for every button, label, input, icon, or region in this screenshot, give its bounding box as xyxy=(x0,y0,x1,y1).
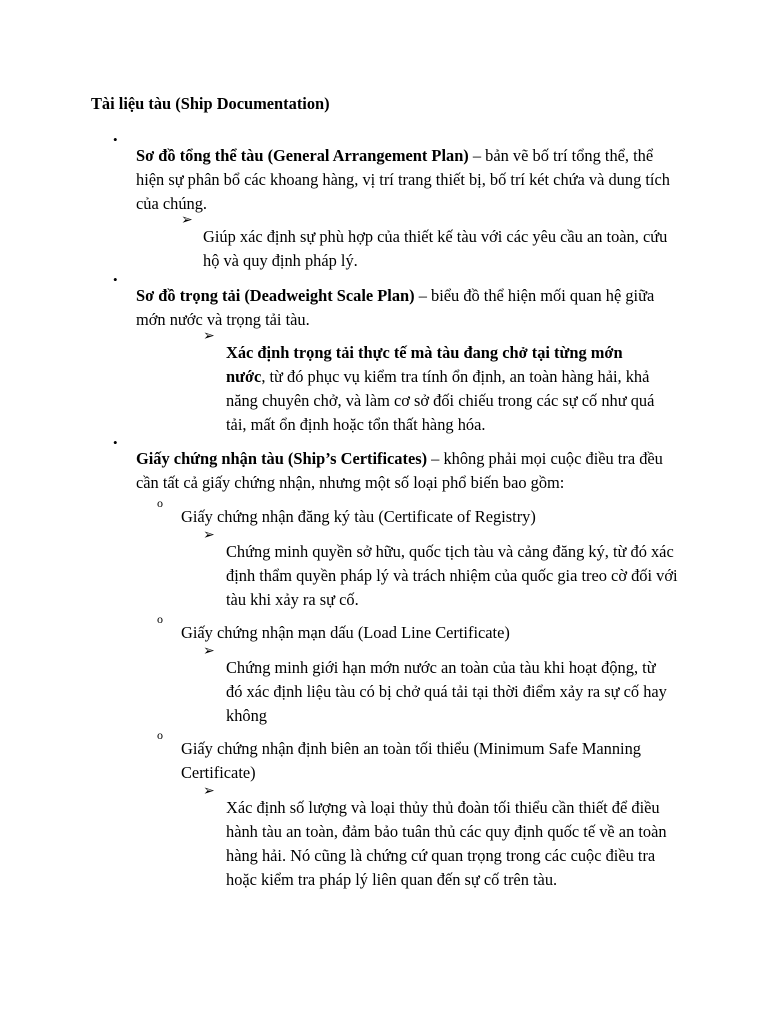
arrow-marker: ➢ xyxy=(203,784,215,799)
certificate-detail: Chứng minh quyền sở hữu, quốc tịch tàu và cảng đăng ký, từ đó xác định thẩm quyền pháp lý và trách nhiệm của quốc gia treo cờ đối với tàu khi xảy ra sự cố. xyxy=(226,542,678,610)
circle-marker: o xyxy=(157,612,163,626)
item-heading: Giấy chứng nhận tàu (Ship’s Certificates) xyxy=(136,449,428,469)
item-description: – không phải mọi cuộc điều tra đều cần tất cả giấy chứng nhận, nhưng một số loại phổ biến bao gồm: xyxy=(136,449,663,493)
arrow-marker: ➢ xyxy=(203,644,215,659)
certificate-safe-manning: Giấy chứng nhận định biên an toàn tối thiểu (Minimum Safe Manning Certificate) xyxy=(181,739,642,783)
sub-item-text: Giúp xác định sự phù hợp của thiết kế tàu với các yêu cầu an toàn, cứu hộ và quy định pháp lý. xyxy=(203,227,668,271)
sub-item-text xyxy=(226,341,666,437)
item-description: – biểu đồ thể hiện mối quan hệ giữa mớn nước và trọng tải tàu. xyxy=(136,286,655,330)
certificate-detail: Xác định số lượng và loại thủy thủ đoàn tối thiểu cần thiết để điều hành tàu an toàn, đảm bảo tuân thủ các quy định quốc tế về an toàn hàng hải. Nó cũng là chứng cứ quan trọng trong các cuộc điều tra hoặc kiểm tra pháp lý liên quan đến sự cố trên tàu. xyxy=(226,798,667,890)
item-heading: Sơ đồ tổng thể tàu (General Arrangement Plan) xyxy=(136,146,469,166)
certificate-load-line: Giấy chứng nhận mạn dấu (Load Line Certificate) xyxy=(181,623,510,643)
item-description: – bản vẽ bố trí tổng thể, thể hiện sự phân bổ các khoang hàng, vị trí trang thiết bị, bố trí két chứa và dung tích của chúng. xyxy=(136,146,670,214)
sub-item-description: , từ đó phục vụ kiểm tra tính ổn định, an toàn hàng hải, khả năng chuyên chở, và làm cơ sở đối chiếu trong các sự cố như quá tải, mất ổn định hoặc tổn thất hàng hóa. xyxy=(226,367,655,435)
circle-marker: o xyxy=(157,496,163,510)
sub-item-heading: Xác định trọng tải thực tế mà tàu đang chở tại từng mớn nước xyxy=(226,343,623,387)
arrow-marker: ➢ xyxy=(181,213,193,228)
bullet-marker: • xyxy=(113,435,118,450)
bullet-marker: • xyxy=(113,132,118,147)
certificate-detail: Chứng minh giới hạn mớn nước an toàn của tàu khi hoạt động, từ đó xác định liệu tàu có bị chở quá tải tại thời điểm xảy ra sự cố hay không xyxy=(226,658,667,726)
list-item-deadweight-scale xyxy=(136,284,676,332)
certificate-registry: Giấy chứng nhận đăng ký tàu (Certificate of Registry) xyxy=(181,507,536,527)
document-title: Tài liệu tàu (Ship Documentation) xyxy=(91,94,330,113)
arrow-marker: ➢ xyxy=(203,528,215,543)
arrow-marker: ➢ xyxy=(203,329,215,344)
list-item-ship-certificates xyxy=(136,447,676,495)
bullet-marker: • xyxy=(113,272,118,287)
list-item-general-arrangement xyxy=(136,144,676,216)
circle-marker: o xyxy=(157,728,163,742)
item-heading: Sơ đồ trọng tải (Deadweight Scale Plan) xyxy=(136,286,415,306)
